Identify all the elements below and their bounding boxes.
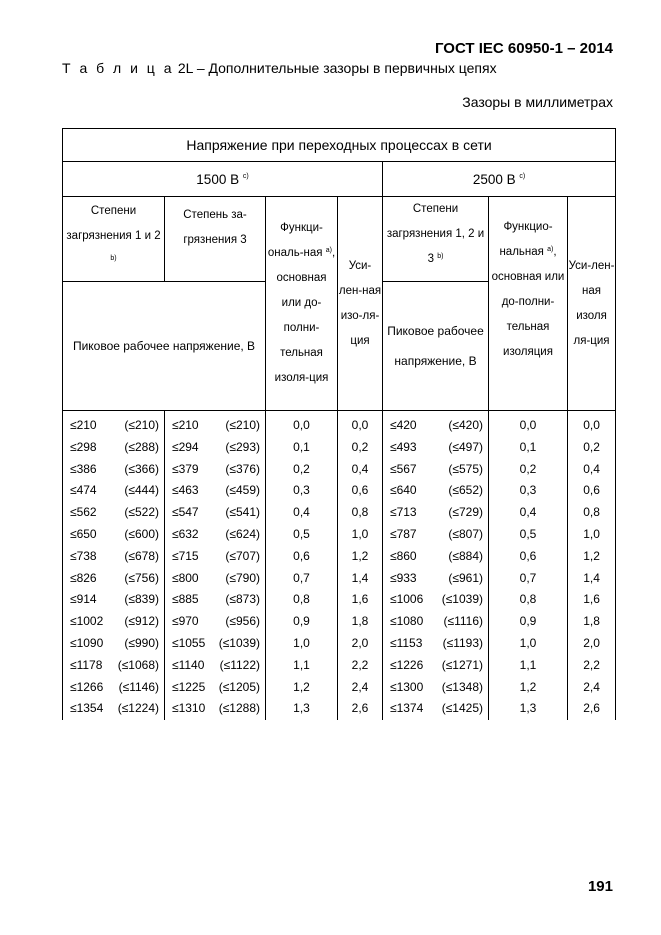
func-left-value: 0,4 (266, 502, 338, 524)
func-right-value: 0,1 (489, 437, 568, 459)
func-left-value: 1,3 (266, 698, 338, 720)
reinf-left-value: 1,6 (338, 589, 383, 611)
table-row (63, 698, 616, 720)
deg123-value: ≤1226 (383, 655, 435, 677)
func-right-value: 1,0 (489, 633, 568, 655)
func-right-value: 0,7 (489, 568, 568, 590)
table-row (63, 480, 616, 502)
table-row (63, 459, 616, 481)
deg3-value: ≤210 (165, 411, 211, 437)
voltage-header: Напряжение при переходных процессах в сети (63, 129, 616, 162)
deg123-paren-value: (≤807) (435, 524, 489, 546)
deg3-value: ≤632 (165, 524, 211, 546)
reinf-left-value: 0,8 (338, 502, 383, 524)
deg3-paren-value: (≤956) (211, 611, 266, 633)
reinf-left-value: 2,6 (338, 698, 383, 720)
reinf-right-value: 1,8 (568, 611, 616, 633)
deg123-value: ≤420 (383, 411, 435, 437)
reinf-right-value: 2,4 (568, 677, 616, 699)
func-right-value: 0,8 (489, 589, 568, 611)
deg3-value: ≤1225 (165, 677, 211, 699)
deg12-value: ≤210 (63, 411, 113, 437)
deg123-paren-value: (≤1348) (435, 677, 489, 699)
reinf-right-value: 0,4 (568, 459, 616, 481)
deg123-paren-value: (≤652) (435, 480, 489, 502)
deg12-value: ≤1354 (63, 698, 113, 720)
peak-voltage-header-left: Пиковое рабочее напряжение, В (63, 282, 266, 411)
degree-1-2-text: Степени загрязнения 1 и 2 (66, 205, 161, 242)
table-row (63, 411, 616, 437)
deg3-paren-value: (≤459) (211, 480, 266, 502)
deg3-paren-value: (≤1205) (211, 677, 266, 699)
deg12-paren-value: (≤1146) (118, 679, 159, 694)
reinf-left-value: 2,4 (338, 677, 383, 699)
func-right-value: 0,9 (489, 611, 568, 633)
deg123-value: ≤1300 (383, 677, 435, 699)
deg123-value: ≤493 (383, 437, 435, 459)
degree-1-2-3-header (383, 197, 489, 282)
deg12-paren-value: (≤210) (124, 418, 159, 432)
func-left-value: 0,3 (266, 480, 338, 502)
deg12-paren-value: (≤288) (124, 439, 159, 454)
deg3-paren-value: (≤376) (211, 459, 266, 481)
reinf-left-value: 1,0 (338, 524, 383, 546)
func-right-value: 0,4 (489, 502, 568, 524)
deg123-paren-value: (≤575) (435, 459, 489, 481)
deg123-paren-value: (≤961) (435, 568, 489, 590)
deg12-value: ≤650 (63, 524, 113, 546)
deg123-value: ≤567 (383, 459, 435, 481)
deg123-value: ≤713 (383, 502, 435, 524)
deg12-value: ≤1266 (63, 677, 113, 699)
deg12-paren-value: (≤600) (124, 526, 159, 541)
deg123-value: ≤860 (383, 546, 435, 568)
deg12-value: ≤386 (63, 459, 113, 481)
v1500-header (63, 162, 383, 197)
reinf-right-value: 0,0 (568, 411, 616, 437)
deg3-paren-value: (≤790) (211, 568, 266, 590)
footnote-b-left: b) (110, 255, 117, 262)
table-row (63, 502, 616, 524)
reinforced-header-right: Уси-лен-ная изоля ля-ция (568, 197, 616, 411)
deg12-value: ≤1178 (63, 655, 113, 677)
reinf-left-value: 0,4 (338, 459, 383, 481)
clearance-table (62, 128, 616, 720)
reinf-left-value: 0,2 (338, 437, 383, 459)
func-left-value: 0,6 (266, 546, 338, 568)
deg12-paren-value: (≤678) (124, 548, 159, 563)
table-row (63, 589, 616, 611)
deg12-paren-value: (≤839) (124, 592, 159, 607)
deg12-paren-value: (≤366) (124, 461, 159, 476)
reinf-right-value: 2,2 (568, 655, 616, 677)
func-right-value: 0,2 (489, 459, 568, 481)
deg12-value: ≤1090 (63, 633, 113, 655)
func-right-value: 0,6 (489, 546, 568, 568)
func-left-value: 0,8 (266, 589, 338, 611)
reinf-right-value: 0,2 (568, 437, 616, 459)
reinf-right-value: 0,6 (568, 480, 616, 502)
deg3-value: ≤1310 (165, 698, 211, 720)
deg3-paren-value: (≤293) (211, 437, 266, 459)
table-row (63, 655, 616, 677)
functional-right-text: Функцио-нальная (499, 221, 553, 258)
functional-left-text: Функци-ональ-ная (267, 222, 323, 259)
func-left-value: 0,1 (266, 437, 338, 459)
footnote-a-left: a) (325, 247, 332, 254)
table-label: Т а б л и ц а (62, 60, 174, 76)
deg123-value: ≤640 (383, 480, 435, 502)
functional-left-rest: , основная или до-полни-тельная изоля-ция (274, 247, 336, 384)
reinf-right-value: 1,6 (568, 589, 616, 611)
deg3-paren-value: (≤707) (211, 546, 266, 568)
deg3-value: ≤379 (165, 459, 211, 481)
func-left-value: 1,2 (266, 677, 338, 699)
table-body (63, 411, 616, 721)
deg3-value: ≤970 (165, 611, 211, 633)
deg3-value: ≤1140 (165, 655, 211, 677)
standard-code: ГОСТ IEC 60950-1 – 2014 (434, 40, 613, 57)
functional-header-right (489, 197, 568, 411)
func-right-value: 1,2 (489, 677, 568, 699)
degree-1-2-3-text: Степени загрязнения 1, 2 и 3 (386, 203, 485, 265)
func-right-value: 0,3 (489, 480, 568, 502)
page-number: 191 (587, 878, 613, 895)
table-row (63, 524, 616, 546)
reinf-left-value: 1,4 (338, 568, 383, 590)
deg3-value: ≤885 (165, 589, 211, 611)
func-right-value: 1,1 (489, 655, 568, 677)
deg123-value: ≤1006 (383, 589, 435, 611)
footnote-c-2500: c) (519, 172, 526, 180)
reinf-left-value: 0,0 (338, 411, 383, 437)
deg123-paren-value: (≤1116) (435, 611, 489, 633)
reinf-left-value: 0,6 (338, 480, 383, 502)
deg3-value: ≤463 (165, 480, 211, 502)
v2500-text: 2500 В (472, 171, 516, 187)
table-row (63, 546, 616, 568)
functional-header-left (266, 197, 338, 411)
deg123-value: ≤1153 (383, 633, 435, 655)
deg123-paren-value: (≤884) (435, 546, 489, 568)
deg123-paren-value: (≤420) (435, 411, 489, 437)
reinf-right-value: 1,2 (568, 546, 616, 568)
reinf-left-value: 1,2 (338, 546, 383, 568)
deg12-value: ≤474 (63, 480, 113, 502)
footnote-b-right: b) (437, 253, 444, 260)
deg123-paren-value: (≤1271) (435, 655, 489, 677)
reinf-left-value: 2,2 (338, 655, 383, 677)
deg123-value: ≤1080 (383, 611, 435, 633)
peak-voltage-header-right: Пиковое рабочее напряжение, В (383, 282, 489, 411)
deg12-paren-value: (≤756) (124, 570, 159, 585)
table-title-text: 2L – Дополнительные зазоры в первичных цепях (177, 60, 497, 76)
deg12-paren-value: (≤990) (124, 635, 159, 650)
deg3-paren-value: (≤873) (211, 589, 266, 611)
deg12-value: ≤826 (63, 568, 113, 590)
deg3-value: ≤800 (165, 568, 211, 590)
deg123-paren-value: (≤1193) (435, 633, 489, 655)
deg3-paren-value: (≤1288) (211, 698, 266, 720)
table-row (63, 437, 616, 459)
deg12-value: ≤738 (63, 546, 113, 568)
deg12-value: ≤298 (63, 437, 113, 459)
deg12-paren-value: (≤1224) (117, 701, 159, 716)
deg123-paren-value: (≤1425) (435, 698, 489, 720)
deg3-paren-value: (≤624) (211, 524, 266, 546)
table-row (63, 677, 616, 699)
table-row (63, 633, 616, 655)
func-right-value: 0,0 (489, 411, 568, 437)
func-right-value: 0,5 (489, 524, 568, 546)
deg3-paren-value: (≤1122) (211, 655, 266, 677)
func-left-value: 0,0 (266, 411, 338, 437)
deg3-paren-value: (≤1039) (211, 633, 266, 655)
deg12-paren-value: (≤912) (124, 614, 159, 629)
deg3-value: ≤294 (165, 437, 211, 459)
reinf-right-value: 1,4 (568, 568, 616, 590)
deg12-paren-value: (≤522) (124, 505, 159, 520)
deg12-paren-value: (≤1068) (117, 657, 159, 672)
table-row (63, 568, 616, 590)
func-left-value: 1,0 (266, 633, 338, 655)
table-title (62, 60, 497, 76)
deg12-value: ≤562 (63, 502, 113, 524)
deg123-paren-value: (≤729) (435, 502, 489, 524)
deg12-paren-value: (≤444) (124, 483, 159, 498)
deg12-value: ≤914 (63, 589, 113, 611)
func-left-value: 0,5 (266, 524, 338, 546)
reinforced-header-left: Уси-лен-ная изо-ля-ция (338, 197, 383, 411)
deg3-paren-value: (≤541) (211, 502, 266, 524)
deg3-paren-value: (≤210) (211, 411, 266, 437)
v2500-header (383, 162, 616, 197)
reinf-left-value: 1,8 (338, 611, 383, 633)
reinf-left-value: 2,0 (338, 633, 383, 655)
deg12-value: ≤1002 (63, 611, 113, 633)
units-note: Зазоры в миллиметрах (462, 94, 613, 110)
func-left-value: 1,1 (266, 655, 338, 677)
deg123-value: ≤787 (383, 524, 435, 546)
func-left-value: 0,9 (266, 611, 338, 633)
degree-3-header: Степень за-грязнения 3 (165, 197, 266, 282)
deg123-paren-value: (≤1039) (435, 589, 489, 611)
deg123-paren-value: (≤497) (435, 437, 489, 459)
reinf-right-value: 0,8 (568, 502, 616, 524)
deg3-value: ≤715 (165, 546, 211, 568)
footnote-c-1500: c) (242, 172, 249, 180)
reinf-right-value: 1,0 (568, 524, 616, 546)
deg123-value: ≤933 (383, 568, 435, 590)
func-left-value: 0,2 (266, 459, 338, 481)
degree-1-2-header (63, 197, 165, 282)
functional-right-rest: , основная или до-полни-тельная изоляция (491, 246, 565, 358)
deg123-value: ≤1374 (383, 698, 435, 720)
deg3-value: ≤1055 (165, 633, 211, 655)
reinf-right-value: 2,0 (568, 633, 616, 655)
footnote-a-right: a) (547, 246, 554, 253)
deg3-value: ≤547 (165, 502, 211, 524)
func-left-value: 0,7 (266, 568, 338, 590)
reinf-right-value: 2,6 (568, 698, 616, 720)
v1500-text: 1500 В (196, 171, 240, 187)
func-right-value: 1,3 (489, 698, 568, 720)
table-row (63, 611, 616, 633)
